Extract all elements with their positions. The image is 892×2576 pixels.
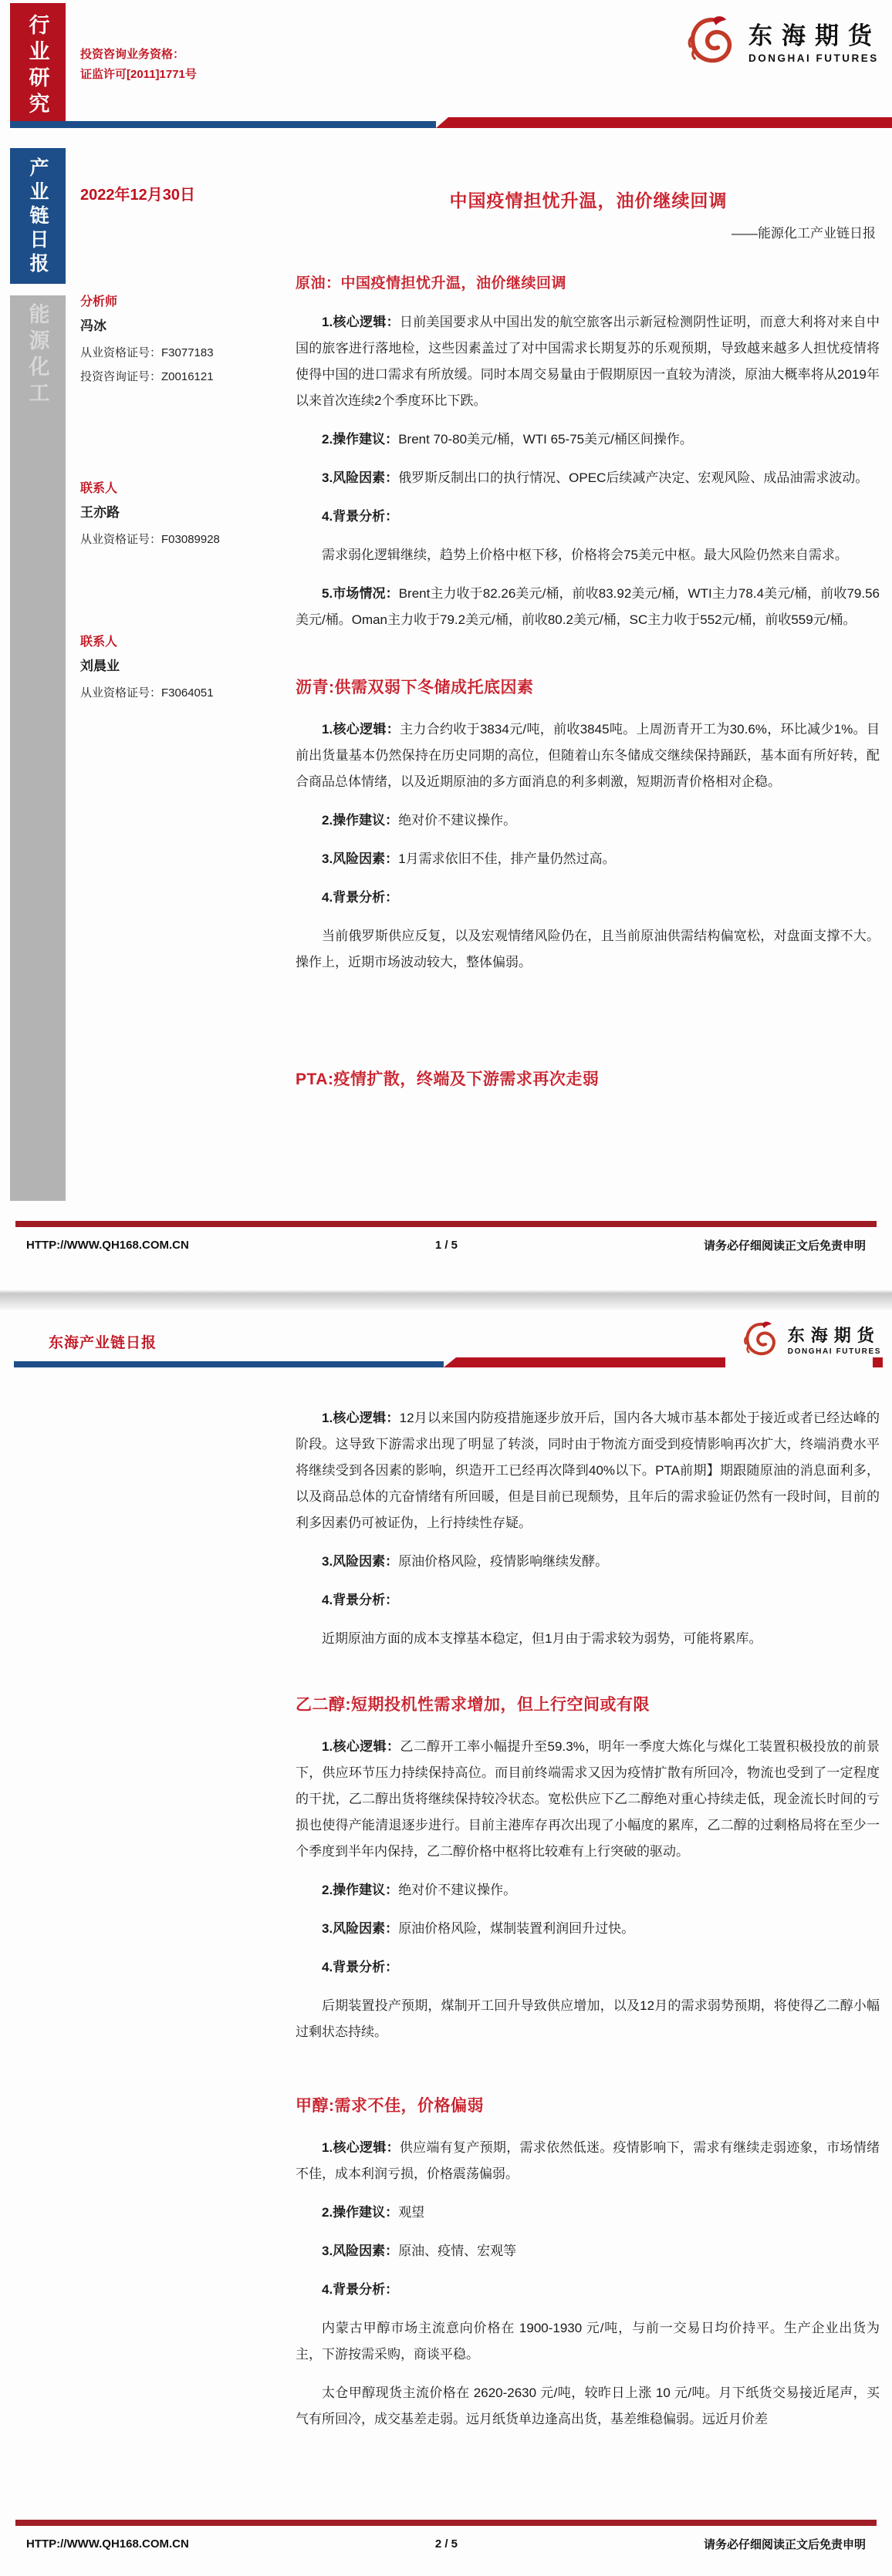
footer-divider-bar bbox=[15, 2520, 877, 2526]
logo-text bbox=[788, 1323, 881, 1356]
page2-header-title: 东海产业链日报 bbox=[49, 1335, 157, 1351]
logo-chinese-name: 东海期货 bbox=[748, 22, 881, 49]
chain-daily-label: 产业链日报 bbox=[27, 157, 49, 277]
page1-content bbox=[296, 271, 880, 1108]
paragraph: 3.风险因素：1月需求依旧不佳，排产量仍然过高。 bbox=[322, 851, 616, 866]
donghai-dragon-logo-icon bbox=[741, 1319, 781, 1359]
paragraph: 需求弱化逻辑继续，趋势上价格中枢下移，价格将会75美元中枢。最大风险仍然来自需求。 bbox=[322, 548, 848, 562]
logo-chinese-name: 东海期货 bbox=[787, 1325, 880, 1345]
logo-english-name: DONGHAI FUTURES bbox=[787, 1347, 881, 1356]
logo-text bbox=[748, 16, 881, 64]
divider-blue-segment bbox=[10, 121, 436, 128]
industry-research-label: 行业研究 bbox=[25, 14, 49, 119]
paragraph: 1.核心逻辑：12月以来国内防疫措施逐步放开后，国内各大城市基本都处于接近或者已经达峰的阶段。这导致下游需求出现了明显了转淡，同时由于物流方面受到疫情影响再次扩大，终端消费水平将继续受到各因素的影响，织造开工已经再次降到40%以下。PTA前期】期跟随原油的消息面利多，以及商品总体的亢奋情绪有所回暖，但是目前已现颓势，且年后的需求验证仍然有一段时间，目前的利多因素仍可被证伪，上行持续性存疑。 bbox=[296, 1411, 880, 1530]
paragraph: 1.核心逻辑：日前美国要求从中国出发的航空旅客出示新冠检测阴性证明，而意大利将对来自中国的旅客进行落地检，这些因素盖过了对中国需求长期复苏的乐观预期，导致越来越多人担忧疫情将使得中国的进口需求有所放缓。同时本周交易量由于假期原因一直较为清淡，原油大概率将从2019年以来首次连续2个季度环比下跌。 bbox=[296, 315, 880, 408]
paragraph: 2.操作建议：观望 bbox=[322, 2205, 425, 2220]
contact-block bbox=[80, 632, 296, 705]
footer-divider-bar bbox=[15, 1221, 877, 1227]
paragraph: 当前俄罗斯供应反复，以及宏观情绪风险仍在，且当前原油供需结构偏宽松，对盘面支撑不大。操作上，近期市场波动较大，整体偏弱。 bbox=[296, 929, 880, 969]
footer-url: HTTP://WWW.QH168.COM.CN bbox=[26, 2537, 189, 2551]
section-heading-asphalt: 沥青:供需双弱下冬储成托底因素 bbox=[296, 679, 534, 696]
paragraph: 1.核心逻辑：主力合约收于3834元/吨，前收3845吨。上周沥青开工为30.6%，环比减少1%。目前出货量基本仍然保持在历史同期的高位，但随着山东冬储成交继续保持踊跃，基本面有所好转，配合商品总体情绪，以及近期原油的多方面消息的利多刺激，短期沥青价格相对企稳。 bbox=[296, 722, 880, 789]
page-2 bbox=[0, 1310, 892, 2576]
footer-page-number: 2 / 5 bbox=[434, 2537, 458, 2551]
divider-red-chip bbox=[873, 1357, 883, 1367]
paragraph: 5.市场情况：Brent主力收于82.26美元/桶，前收83.92美元/桶，WTI主力78.4美元/桶，前收79.56美元/桶。Oman主力收于79.2美元/桶，前收80.2美元/桶，SC主力收于552元/桶，前收559元/桶。 bbox=[296, 586, 880, 627]
contact-cert: 从业资格证号：F3064051 bbox=[80, 686, 214, 700]
report-subtitle: ——能源化工产业链日报 bbox=[732, 226, 876, 241]
footer-disclaimer: 请务必仔细阅读正文后免责申明 bbox=[703, 1239, 866, 1253]
qualification-text bbox=[80, 45, 197, 85]
paragraph: 近期原油方面的成本支撑基本稳定，但1月由于需求较为弱势，可能将累库。 bbox=[322, 1631, 762, 1646]
paragraph: 4.背景分析： bbox=[322, 890, 399, 905]
paragraph: 4.背景分析： bbox=[322, 1593, 399, 1607]
page2-content bbox=[296, 1405, 880, 2445]
footer-page-number: 1 / 5 bbox=[434, 1239, 458, 1252]
contact-role: 联系人 bbox=[80, 482, 118, 495]
donghai-dragon-logo-icon bbox=[684, 12, 739, 68]
paragraph: 后期装置投产预期，煤制开工回升导致供应增加，以及12月的需求弱势预期，将使得乙二醇小幅过剩状态持续。 bbox=[296, 1998, 880, 2039]
sidebar-energy-chem-box bbox=[10, 295, 66, 1201]
contact-cert: 从业资格证号：F03089928 bbox=[80, 533, 220, 546]
sidebar-industry-research-box bbox=[10, 3, 66, 128]
section-heading-pta: PTA:疫情扩散，终端及下游需求再次走弱 bbox=[296, 1071, 600, 1088]
paragraph: 3.风险因素：原油价格风险，疫情影响继续发酵。 bbox=[322, 1554, 609, 1569]
page1-footer bbox=[15, 1237, 877, 1253]
footer-url: HTTP://WWW.QH168.COM.CN bbox=[26, 1239, 189, 1252]
report-date: 2022年12月30日 bbox=[80, 187, 195, 204]
section-heading-meg: 乙二醇:短期投机性需求增加，但上行空间或有限 bbox=[296, 1696, 650, 1714]
paragraph: 4.背景分析： bbox=[322, 509, 399, 524]
paragraph: 4.背景分析： bbox=[322, 1960, 399, 1974]
paragraph: 2.操作建议：Brent 70-80美元/桶，WTI 65-75美元/桶区间操作。 bbox=[322, 432, 693, 447]
analyst-name: 冯冰 bbox=[80, 319, 106, 333]
energy-chem-label: 能源化工 bbox=[25, 303, 49, 408]
qualification-line-1: 投资咨询业务资格： bbox=[80, 48, 185, 61]
report-title: 中国疫情担忧升温，油价继续回调 bbox=[449, 191, 728, 211]
paragraph: 4.背景分析： bbox=[322, 2282, 399, 2297]
paragraph: 2.操作建议：绝对价不建议操作。 bbox=[322, 1883, 517, 1897]
divider-red-segment bbox=[436, 117, 892, 128]
page2-header-divider-bar bbox=[14, 1357, 725, 1367]
donghai-logo-small bbox=[741, 1319, 881, 1359]
paragraph: 1.核心逻辑：乙二醇开工率小幅提升至59.3%，明年一季度大炼化与煤化工装置积极投放的前景下，供应环节压力持续保持高位。而目前终端需求又因为疫情扩散有所回冷，物流也受到了一定程度的干扰，乙二醇出货将继续保持较冷状态。宽松供应下乙二醇绝对重心持续走低，现金流长时间的亏损也使得产能清退逐步进行。目前主港库存再次出现了小幅度的累库，乙二醇的过剩格局将在至少一个季度到半年内保持，乙二醇价格中枢将比较难有上行突破的驱动。 bbox=[296, 1739, 880, 1859]
paragraph: 3.风险因素：原油价格风险，煤制装置利润回升过快。 bbox=[322, 1921, 635, 1936]
divider-red-segment bbox=[444, 1357, 725, 1367]
divider-blue-segment bbox=[14, 1361, 444, 1367]
paragraph: 3.风险因素：俄罗斯反制出口的执行情况、OPEC后续减产决定、宏观风险、成品油需求波动。 bbox=[322, 470, 869, 485]
contact-role: 联系人 bbox=[80, 636, 118, 649]
contact-name: 刘晨业 bbox=[80, 659, 120, 673]
footer-disclaimer: 请务必仔细阅读正文后免责申明 bbox=[703, 2538, 866, 2551]
section-heading-crude-oil: 原油：中国疫情担忧升温，油价继续回调 bbox=[296, 275, 567, 292]
section-heading-methanol: 甲醇:需求不佳，价格偏弱 bbox=[296, 2097, 484, 2115]
contact-name: 王亦路 bbox=[80, 505, 120, 520]
paragraph: 太仓甲醇现货主流价格在 2620-2630 元/吨，较昨日上涨 10 元/吨。月下纸货交易接近尾声，买气有所回冷，成交基差走弱。远月纸货单边逢高出货，基差维稳偏弱。远近月价差 bbox=[296, 2385, 880, 2426]
analyst-cert: 投资咨询证号：Z0016121 bbox=[80, 370, 214, 383]
analyst-role: 分析师 bbox=[80, 295, 118, 309]
header-divider-bar bbox=[10, 117, 892, 128]
paragraph: 3.风险因素：原油、疫情、宏观等 bbox=[322, 2244, 517, 2258]
sidebar-chain-daily-box bbox=[10, 148, 66, 284]
contact-block bbox=[80, 478, 296, 551]
analyst-panel bbox=[80, 292, 296, 705]
logo-english-name: DONGHAI FUTURES bbox=[748, 52, 879, 64]
page2-footer bbox=[15, 2536, 877, 2552]
paragraph: 内蒙古甲醇市场主流意向价格在 1900-1930 元/吨，与前一交易日均价持平。生产企业出货为主，下游按需采购，商谈平稳。 bbox=[296, 2321, 880, 2362]
qualification-line-2: 证监许可[2011]1771号 bbox=[80, 68, 197, 81]
paragraph: 1.核心逻辑：供应端有复产预期，需求依然低迷。疫情影响下，需求有继续走弱迹象，市场情绪不佳，成本利润亏损，价格震荡偏弱。 bbox=[296, 2140, 880, 2181]
donghai-logo bbox=[684, 12, 881, 68]
analyst-block bbox=[80, 292, 296, 389]
page-separator bbox=[0, 1290, 892, 1310]
paragraph: 2.操作建议：绝对价不建议操作。 bbox=[322, 813, 517, 828]
analyst-cert: 从业资格证号：F3077183 bbox=[80, 346, 214, 359]
